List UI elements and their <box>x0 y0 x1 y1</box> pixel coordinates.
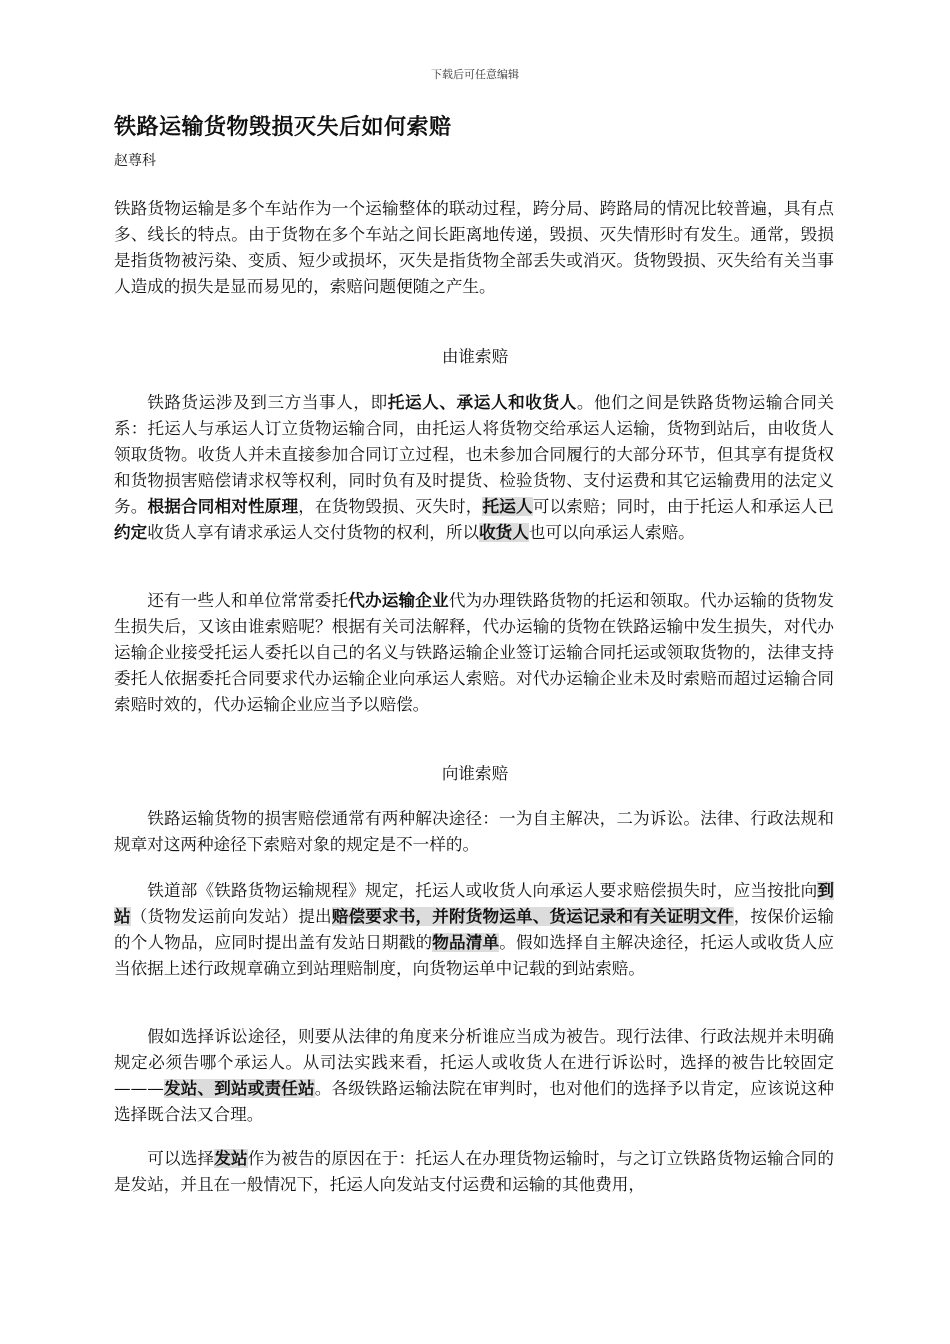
section1-paragraph-2 <box>114 588 834 718</box>
text-run: 代为办理铁路货物的托运和领取。代办运输的货物发生损失后，又该由谁索赔呢？根据有关司法解释，代办运输的货物在铁路运输中发生损失，对代办运输企业接受托运人委托以自己的名义与铁路运输企业签订运输合同托运或领取货物的，法律支持委托人依据委托合同要求代办运输企业向承运人索赔。对代办运输企业未及时索赔而超过运输合同索赔时效的，代办运输企业应当予以赔偿。 <box>114 591 835 714</box>
text-run: ，在货物毁损、灭失时， <box>298 497 483 516</box>
text-run: 。他们之间是铁路货物运输合同关系：托运人与承运人订立货物运输合同，由托运人将货物交给承运人运输，货物到站后，由收货人领取货物。收货人并未直接参加合同订立过程，也未参加合同履行的大部分环节，但其享有提货权和货物损害赔偿请求权等权利，同时负有及时提货、检验货物、支付运费和其它运输费用的法定义务。 <box>114 393 835 516</box>
highlighted-phrase: 赔偿要求书，并附货物运单、货运记录和有关证明文件 <box>331 907 734 926</box>
text-run: 可以索赔；同时，由于托运人和承运人已 <box>532 497 835 516</box>
highlighted-phrase: 物品清单 <box>432 933 500 952</box>
text-run: 也可以向承运人索赔。 <box>528 523 695 542</box>
paragraph-text: 铁路运输货物的损害赔偿通常有两种解决途径：一为自主解决，二为诉讼。法律、行政法规和规章对这两种途径下索赔对象的规定是不一样的。 <box>114 809 834 854</box>
intro-text: 铁路货物运输是多个车站作为一个运输整体的联动过程，跨分局、跨路局的情况比较普遍，具有点多、线长的特点。由于货物在多个车站之间长距离地传递，毁损、灭失情形时有发生。通常，毁损是指货物被污染、变质、短少或损坏，灭失是指货物全部丢失或消灭。货物毁损、灭失给有关当事人造成的损失是显而易见的，索赔问题便随之产生。 <box>114 199 834 296</box>
section2-paragraph-3 <box>114 1024 834 1128</box>
text-run: 作为被告的原因在于：托运人在办理货物运输时，与之订立铁路货物运输合同的是发站，并且在一般情况下，托运人向发站支付运费和运输的其他费用， <box>114 1149 835 1194</box>
section-heading-who-claims: 由谁索赔 <box>441 347 509 366</box>
header-note: 下载后可任意编辑 <box>431 68 519 81</box>
bold-phrase: 根据合同相对性原理 <box>147 497 299 516</box>
section1-paragraph-1 <box>114 390 834 546</box>
section2-paragraph-2 <box>114 878 834 982</box>
highlighted-phrase: 发站、到站或责任站 <box>163 1079 315 1098</box>
text-run: 铁道部《铁路货物运输规程》规定，托运人或收货人向承运人要求赔偿损失时，应当按批向 <box>147 881 818 900</box>
text-run: （货物发运前向发站）提出 <box>130 907 332 926</box>
highlighted-phrase: 发站 <box>214 1149 248 1168</box>
bold-phrase: 托运人、承运人和收货人 <box>387 393 577 412</box>
section-heading-claim-against: 向谁索赔 <box>441 764 509 783</box>
section2-paragraph-4 <box>114 1146 834 1198</box>
text-run: 铁路货运涉及到三方当事人，即 <box>147 393 388 412</box>
text-run: 还有一些人和单位常常委托 <box>147 591 349 610</box>
text-run: 假如选择诉讼途径，则要从法律的角度来分析谁应当成为被告。现行法律、行政法规并未明确规定必须告哪个承运人。从司法实践来看，托运人或收货人在进行诉讼时，选择的被告比较固定——— <box>114 1027 834 1098</box>
bold-phrase: 约定 <box>114 523 148 542</box>
text-run: 收货人享有请求承运人交付货物的权利，所以 <box>147 523 480 542</box>
text-run: ，按保价运输的个人物品，应同时提出盖有发站日期戳的 <box>114 907 835 952</box>
intro-paragraph <box>114 196 834 300</box>
bold-phrase: 代办运输企业 <box>348 591 449 610</box>
highlighted-phrase: 收货人 <box>479 523 529 542</box>
highlighted-phrase: 到站 <box>114 881 834 926</box>
text-run: 可以选择 <box>147 1149 215 1168</box>
text-run: 。假如选择自主解决途径，托运人或收货人应当依据上述行政规章确立到站理赔制度，向货物运单中记载的到站索赔。 <box>114 933 835 978</box>
highlighted-phrase: 托运人 <box>482 497 533 516</box>
text-run: 。各级铁路运输法院在审判时，也对他们的选择予以肯定，应该说这种选择既合法又合理。 <box>114 1079 835 1124</box>
section2-paragraph-1 <box>114 806 834 858</box>
author-name: 赵尊科 <box>114 153 156 169</box>
document-title: 铁路运输货物毁损灭失后如何索赔 <box>114 115 452 140</box>
